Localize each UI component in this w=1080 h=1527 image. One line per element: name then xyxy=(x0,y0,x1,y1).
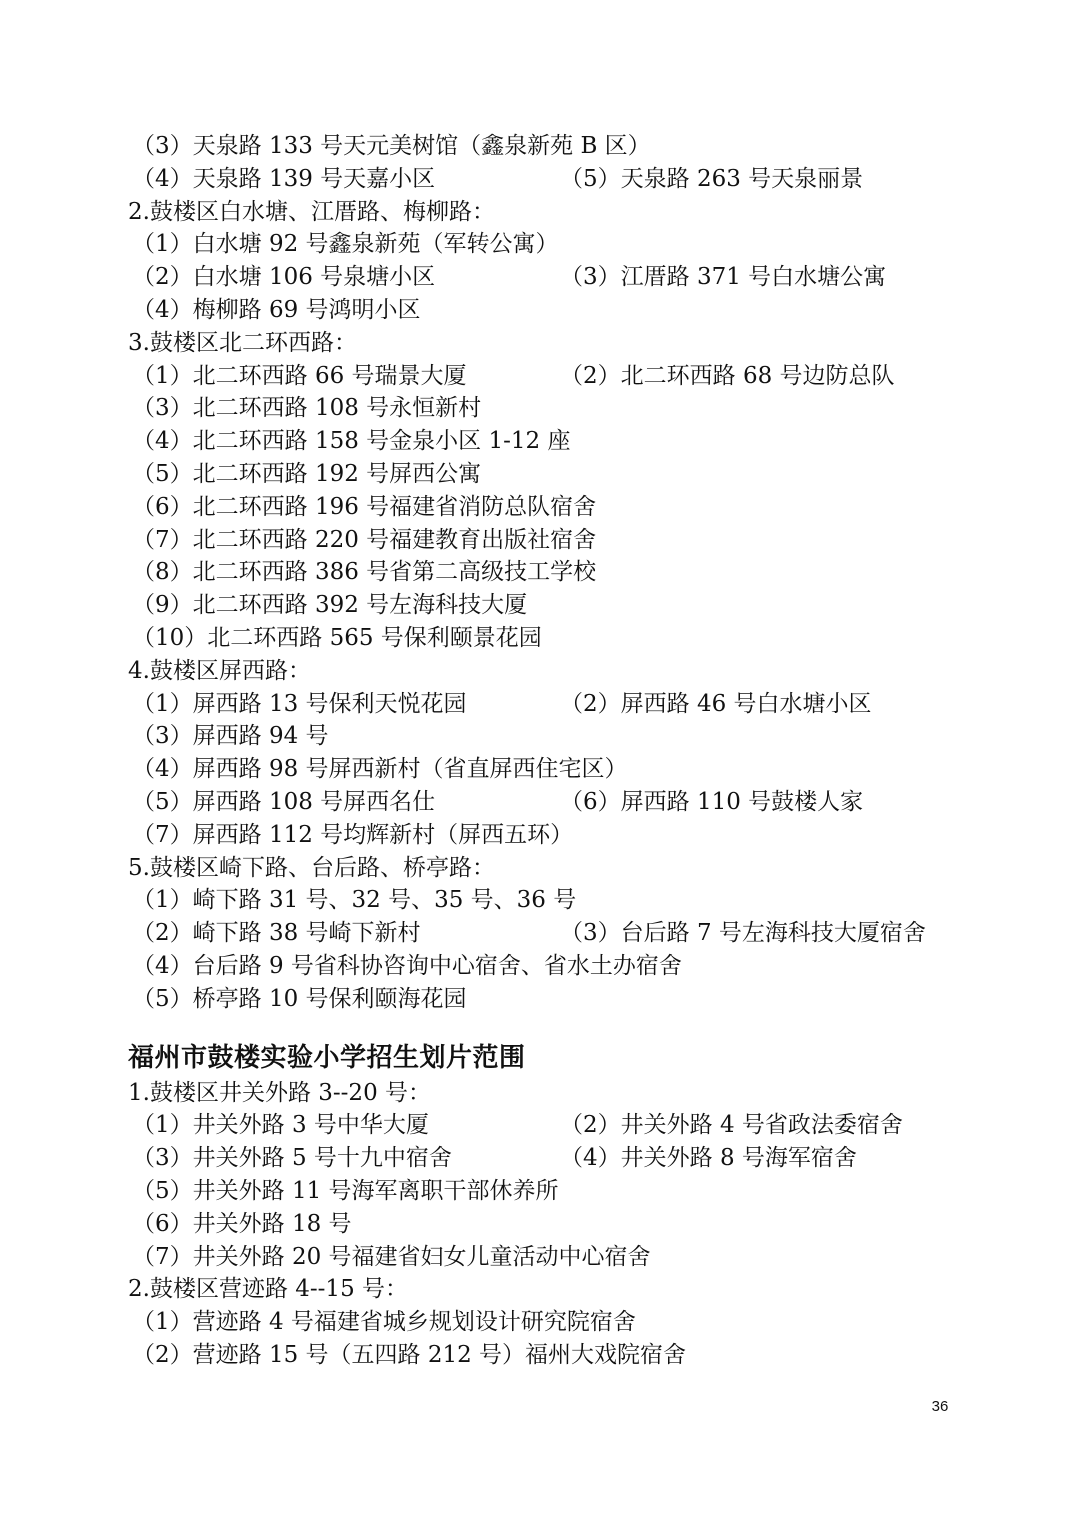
address-entry: （5）屏西路 108 号屏西名仕 xyxy=(132,788,436,815)
part-two-sections xyxy=(128,1077,958,1372)
address-line xyxy=(128,458,958,491)
address-entry: （2）营迹路 15 号（五四路 212 号）福州大戏院宿舍 xyxy=(132,1341,687,1368)
page-number: 36 xyxy=(931,1398,949,1415)
address-line xyxy=(128,1109,958,1142)
address-line xyxy=(128,622,958,655)
document-body xyxy=(128,130,958,1372)
address-entry: （5）天泉路 263 号天泉丽景 xyxy=(560,165,864,192)
subsection-title: 5.鼓楼区崎下路、台后路、桥亭路： xyxy=(128,854,495,881)
address-entry: （1）营迹路 4 号福建省城乡规划设计研究院宿舍 xyxy=(132,1309,636,1336)
address-line xyxy=(128,589,958,622)
address-line xyxy=(128,1175,958,1208)
address-line xyxy=(128,786,958,819)
address-entry: （3）屏西路 94 号 xyxy=(132,723,329,750)
address-entry: （2）井关外路 4 号省政法委宿舍 xyxy=(560,1112,903,1139)
address-line xyxy=(128,1208,958,1241)
address-line xyxy=(128,720,958,753)
address-line xyxy=(128,950,958,983)
address-line xyxy=(128,228,958,261)
address-entry: （3）台后路 7 号左海科技大厦宿舍 xyxy=(560,920,926,947)
address-line xyxy=(128,1339,958,1372)
address-line xyxy=(128,688,958,721)
address-line xyxy=(128,1241,958,1274)
address-entry: （3）井关外路 5 号十九中宿舍 xyxy=(132,1145,452,1172)
address-line xyxy=(128,1306,958,1339)
address-entry: （4）梅柳路 69 号鸿明小区 xyxy=(132,296,421,323)
address-line xyxy=(128,753,958,786)
subsection-title: 2.鼓楼区白水塘、江厝路、梅柳路： xyxy=(128,198,495,225)
address-line xyxy=(128,163,958,196)
address-entry: （1）北二环西路 66 号瑞景大厦 xyxy=(132,362,467,389)
address-line xyxy=(128,425,958,458)
part-one-sections xyxy=(128,130,958,1016)
subsection-title: 1.鼓楼区井关外路 3--20 号： xyxy=(128,1079,432,1106)
address-line xyxy=(128,261,958,294)
address-entry: （4）井关外路 8 号海军宿舍 xyxy=(560,1145,857,1172)
address-entry: （2）屏西路 46 号白水塘小区 xyxy=(560,690,872,717)
address-line xyxy=(128,819,958,852)
address-entry: （7）北二环西路 220 号福建教育出版社宿舍 xyxy=(132,526,597,553)
address-entry: （7）屏西路 112 号均辉新村（屏西五环） xyxy=(132,821,574,848)
address-entry: （4）台后路 9 号省科协咨询中心宿舍、省水土办宿舍 xyxy=(132,952,682,979)
address-entry: （1）井关外路 3 号中华大厦 xyxy=(132,1112,429,1139)
address-line xyxy=(128,360,958,393)
address-entry: （8）北二环西路 386 号省第二高级技工学校 xyxy=(132,559,597,586)
address-entry: （6）屏西路 110 号鼓楼人家 xyxy=(560,788,864,815)
address-line xyxy=(128,1142,958,1175)
subsection-title: 2.鼓楼区营迹路 4--15 号： xyxy=(128,1276,409,1303)
subsection-title: 4.鼓楼区屏西路： xyxy=(128,657,311,684)
address-entry: （10）北二环西路 565 号保利颐景花园 xyxy=(132,624,542,651)
address-entry: （1）屏西路 13 号保利天悦花园 xyxy=(132,690,467,717)
address-line xyxy=(128,294,958,327)
section-heading: 福州市鼓楼实验小学招生划片范围 xyxy=(128,1042,526,1073)
address-line xyxy=(128,983,958,1016)
address-entry: （3）北二环西路 108 号永恒新村 xyxy=(132,395,482,422)
address-entry: （5）井关外路 11 号海军离职干部休养所 xyxy=(132,1177,559,1204)
address-entry: （2）北二环西路 68 号边防总队 xyxy=(560,362,895,389)
address-entry: （4）天泉路 139 号天嘉小区 xyxy=(132,165,436,192)
address-line xyxy=(128,556,958,589)
address-entry: （1）白水塘 92 号鑫泉新苑（军转公寓） xyxy=(132,231,559,258)
address-entry: （5）桥亭路 10 号保利颐海花园 xyxy=(132,985,467,1012)
address-line xyxy=(128,392,958,425)
address-entry: （3）江厝路 371 号白水塘公寓 xyxy=(560,264,887,291)
address-line xyxy=(128,917,958,950)
address-line xyxy=(128,491,958,524)
address-entry: （6）井关外路 18 号 xyxy=(132,1210,352,1237)
address-entry: （9）北二环西路 392 号左海科技大厦 xyxy=(132,592,528,619)
address-entry: （2）崎下路 38 号崎下新村 xyxy=(132,920,421,947)
address-entry: （4）北二环西路 158 号金泉小区 1-12 座 xyxy=(132,428,571,455)
address-entry: （2）白水塘 106 号泉塘小区 xyxy=(132,264,436,291)
address-line xyxy=(128,130,958,163)
address-entry: （4）屏西路 98 号屏西新村（省直屏西住宅区） xyxy=(132,756,628,783)
address-entry: （6）北二环西路 196 号福建省消防总队宿舍 xyxy=(132,493,597,520)
address-line xyxy=(128,884,958,917)
address-entry: （1）崎下路 31 号、32 号、35 号、36 号 xyxy=(132,887,577,914)
address-line xyxy=(128,524,958,557)
address-entry: （3）天泉路 133 号天元美树馆（鑫泉新苑 B 区） xyxy=(132,133,651,159)
address-entry: （7）井关外路 20 号福建省妇女儿童活动中心宿舍 xyxy=(132,1243,651,1270)
subsection-title: 3.鼓楼区北二环西路： xyxy=(128,329,357,356)
address-entry: （5）北二环西路 192 号屏西公寓 xyxy=(132,460,482,487)
